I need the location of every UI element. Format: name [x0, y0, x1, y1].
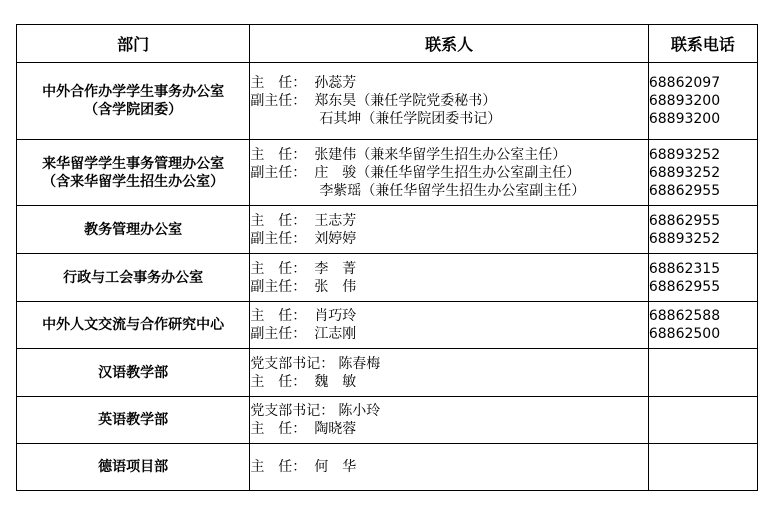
contact-name: 王志芳 [314, 212, 357, 229]
department-name: 行政与工会事务办公室 [63, 269, 204, 286]
contact-line [250, 146, 648, 164]
contact-name: 陈小玲 [338, 403, 381, 419]
phone-number: 68862315 [648, 260, 721, 277]
contact-name: 何 华 [314, 459, 357, 475]
department-name: 中外人文交流与合作研究中心 [42, 317, 225, 333]
contact-role: 主 任： [250, 75, 307, 91]
phones-cell [648, 349, 757, 397]
contact-name: 郑东昊 [314, 93, 357, 109]
contact-line [250, 373, 648, 391]
department-name: 教务管理办公室 [84, 221, 183, 238]
contact-line [250, 458, 648, 476]
contact-name: 石其坤 [319, 111, 362, 127]
contact-note: （兼任华留学生招生办公室副主任） [361, 182, 586, 199]
table-row [17, 444, 758, 491]
contacts-cell [250, 140, 649, 206]
contact-role: 副主任： [250, 230, 307, 247]
phone-number: 68862955 [648, 278, 721, 295]
contact-name: 魏 敏 [314, 373, 357, 390]
contact-role: 党支部书记： [250, 355, 335, 372]
contacts-cell [250, 444, 649, 491]
contacts-cell [250, 254, 649, 302]
contact-line [250, 182, 648, 200]
department-cell [17, 63, 250, 140]
department-cell [17, 302, 250, 349]
phone-number: 68862500 [648, 326, 721, 342]
contact-name: 张 伟 [314, 278, 357, 295]
table-row [17, 206, 758, 254]
department-cell [17, 254, 250, 302]
contact-note: （兼任学院党委秘书） [356, 93, 497, 109]
contact-name: 刘婷婷 [314, 230, 357, 247]
department-cell [17, 349, 250, 397]
table-row [17, 63, 758, 140]
phone-number: 68893252 [648, 146, 721, 163]
contact-name: 陶晓蓉 [314, 421, 357, 437]
contacts-table [16, 24, 758, 491]
contact-name: 江志刚 [314, 326, 357, 342]
contact-role: 副主任： [250, 93, 307, 109]
table-row [17, 302, 758, 349]
table-body [17, 63, 758, 491]
contacts-cell [250, 397, 649, 444]
contact-role: 党支部书记： [250, 403, 335, 419]
phone-number: 68862955 [648, 182, 721, 199]
contact-name: 庄 骏 [314, 164, 357, 181]
department-cell [17, 206, 250, 254]
header-phone: 联系电话 [648, 25, 757, 63]
department-cell [17, 444, 250, 491]
contact-role: 主 任： [250, 421, 307, 437]
contacts-cell [250, 63, 649, 140]
contact-line [250, 325, 648, 343]
department-name: 中外合作办学学生事务办公室 [42, 84, 225, 100]
table-row [17, 254, 758, 302]
department-cell [17, 140, 250, 206]
contact-role: 副主任： [250, 164, 307, 181]
contact-role: 副主任： [250, 326, 307, 342]
contact-line [250, 212, 648, 230]
contact-line [250, 230, 648, 248]
department-name: 来华留学学生事务管理办公室 [42, 155, 225, 172]
contacts-cell [250, 302, 649, 349]
table-row [17, 397, 758, 444]
phone-number: 68893252 [648, 164, 721, 181]
contact-name: 李 菁 [314, 260, 357, 277]
phone-number: 68862097 [648, 75, 721, 91]
contact-line [250, 355, 648, 373]
contact-role: 主 任： [250, 373, 307, 390]
contact-name: 李紫瑶 [319, 182, 362, 199]
contact-name: 张建伟 [314, 146, 357, 163]
phones-cell [648, 397, 757, 444]
phone-number: 68862588 [648, 308, 721, 324]
contact-line [250, 307, 648, 325]
contact-line [250, 164, 648, 182]
phones-cell [648, 302, 757, 349]
department-name: （含来华留学生招生办公室） [42, 173, 225, 190]
department-name: 英语教学部 [98, 412, 169, 428]
phones-cell [648, 444, 757, 491]
contact-note: （兼任学院团委书记） [361, 111, 502, 127]
contact-role: 主 任： [250, 260, 307, 277]
phones-cell [648, 206, 757, 254]
contact-line [250, 260, 648, 278]
table-row [17, 349, 758, 397]
contact-role: 主 任： [250, 212, 307, 229]
department-name: （含学院团委） [84, 102, 183, 118]
contact-name: 孙蕊芳 [314, 75, 357, 91]
phones-cell [648, 63, 757, 140]
contact-role: 主 任： [250, 146, 307, 163]
contact-note: （兼任华留学生招生办公室副主任） [356, 164, 581, 181]
department-name: 德语项目部 [98, 459, 169, 475]
phone-number: 68862955 [648, 212, 721, 229]
contact-line [250, 420, 648, 438]
phone-number: 68893200 [648, 111, 721, 127]
contact-role: 主 任： [250, 308, 307, 324]
contact-line [250, 92, 648, 110]
contacts-cell [250, 349, 649, 397]
contact-name: 陈春梅 [338, 355, 381, 372]
header-department: 部门 [17, 25, 250, 63]
department-cell [17, 397, 250, 444]
phones-cell [648, 140, 757, 206]
table-row [17, 140, 758, 206]
contact-line [250, 402, 648, 420]
phones-cell [648, 254, 757, 302]
phone-number: 68893200 [648, 93, 721, 109]
contact-role: 主 任： [250, 459, 307, 475]
contact-line [250, 278, 648, 296]
contact-note: （兼来华留学生招生办公室主任） [356, 146, 567, 163]
department-name: 汉语教学部 [98, 364, 169, 381]
header-contact: 联系人 [250, 25, 649, 63]
phone-number: 68893252 [648, 230, 721, 247]
table-header-row [17, 25, 758, 63]
contact-line [250, 74, 648, 92]
contact-name: 肖巧玲 [314, 308, 357, 324]
contact-role: 副主任： [250, 278, 307, 295]
contact-line [250, 110, 648, 128]
contacts-cell [250, 206, 649, 254]
